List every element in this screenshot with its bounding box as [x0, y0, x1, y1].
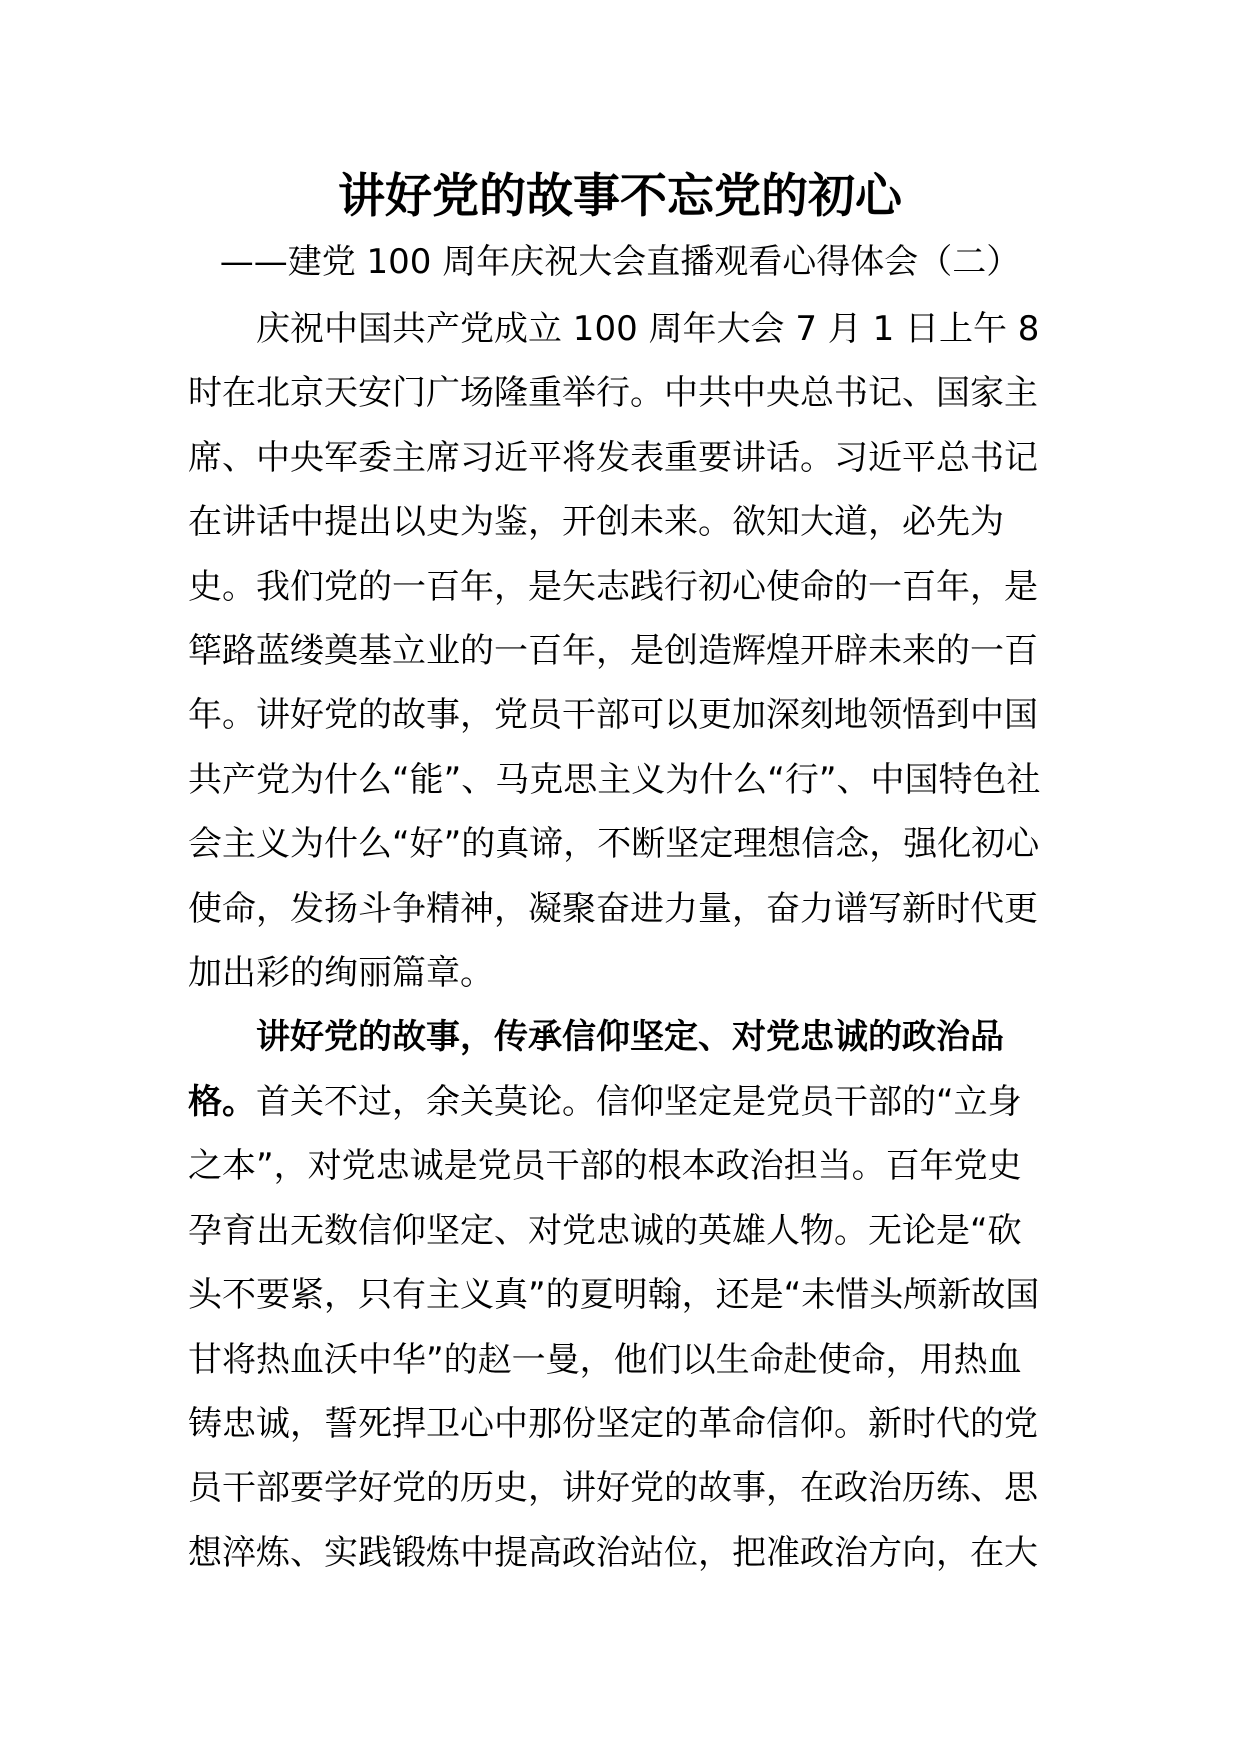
paragraph-faith-loyalty-text: 首关不过，余关莫论。信仰坚定是党员干部的“立身之本”，对党忠诚是党员干部的根本政治担当。百年党史孕育出无数信仰坚定、对党忠诚的英雄人物。无论是“砍头不要紧，只有主义真”的夏明翰，还是“未惜头颅新故国甘将热血沃中华”的赵一曼，他们以生命赴使命，用热血铸忠诚，誓死捍卫心中那份坚定的革命信仰。新时代的党员干部要学好党的历史，讲好党的故事，在政治历练、思想淬炼、实践锻炼中提高政治站位，把准政治方向，在大: [188, 1081, 1040, 1573]
document-subtitle: ——建党 100 周年庆祝大会直播观看心得体会（二）: [219, 242, 1021, 282]
paragraph-intro: [188, 297, 1054, 1005]
document-title: 讲好党的故事不忘党的初心: [338, 169, 902, 224]
paragraph-heading: 讲好党的故事，传承信仰坚定、对党忠诚的政治品格。: [188, 1017, 1004, 1122]
paragraph-faith-loyalty: [188, 1005, 1054, 1585]
paragraph-intro-text: 庆祝中国共产党成立 100 周年大会 7 月 1 日上午 8 时在北京天安门广场隆重举行。中共中央总书记、国家主席、中央军委主席习近平将发表重要讲话。习近平总书记在讲话中提出以史为鉴，开创未来。欲知大道，必先为史。我们党的一百年，是矢志践行初心使命的一百年，是筚路蓝缕奠基立业的一百年，是创造辉煌开辟未来的一百年。讲好党的故事，党员干部可以更加深刻地领悟到中国共产党为什么“能”、马克思主义为什么“行”、中国特色社会主义为什么“好”的真谛，不断坚定理想信念，强化初心使命，发扬斗争精神，凝聚奋进力量，奋力谱写新时代更加出彩的绚丽篇章。: [188, 309, 1041, 994]
document-body: [188, 297, 1054, 1585]
